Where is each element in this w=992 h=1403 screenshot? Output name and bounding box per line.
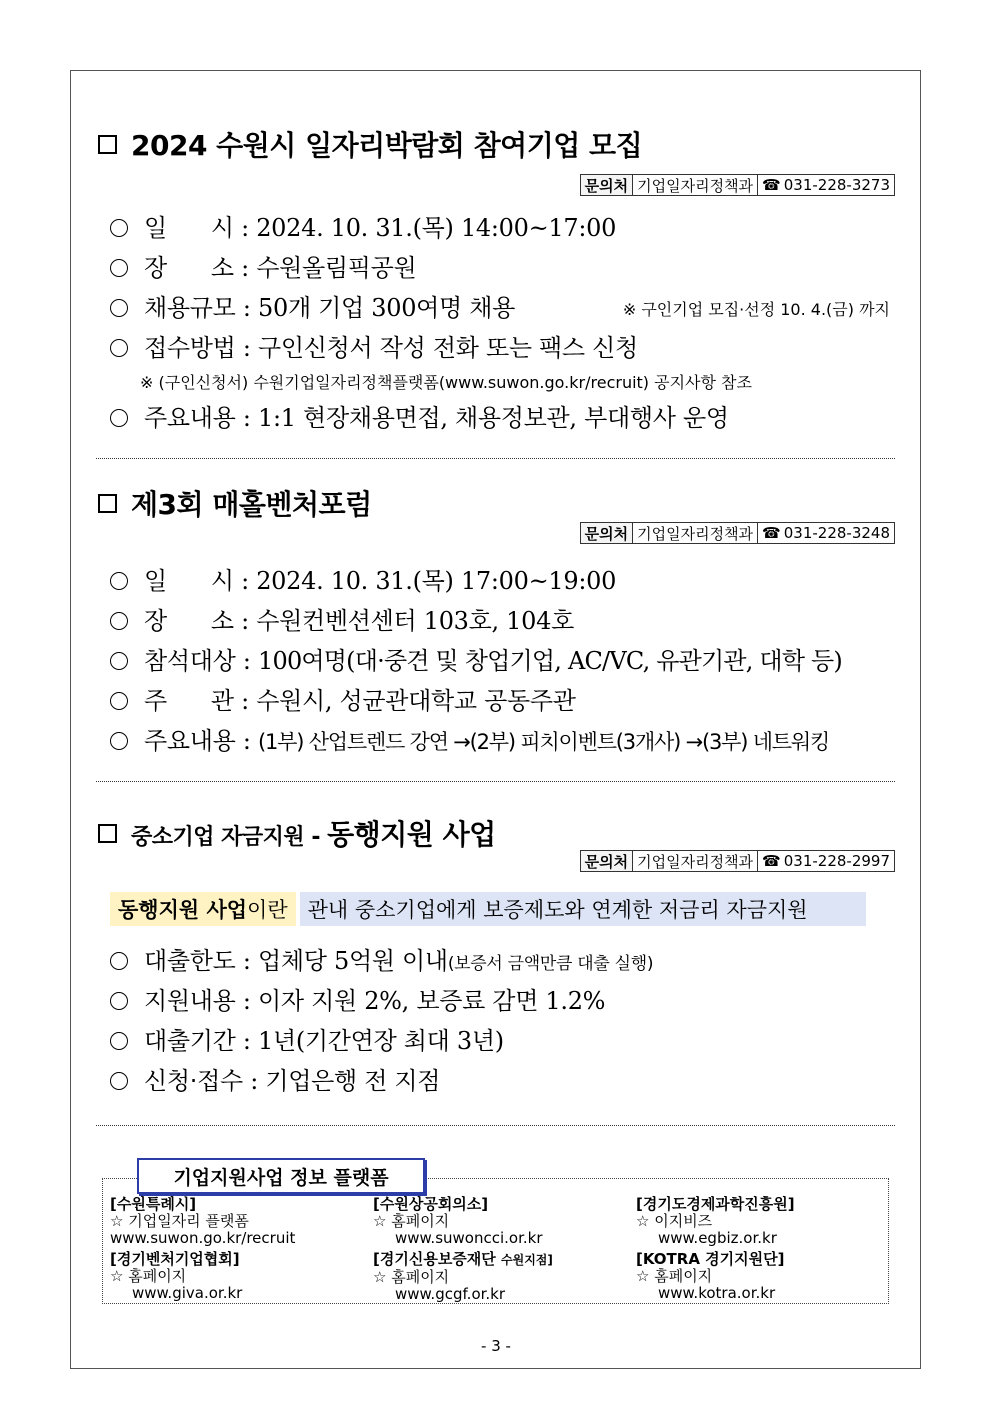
s1-note: ※ (구인신청서) 수원기업일자리정책플랫폼(www.suwon.go.kr/recruit) 공지사항 참조 [140, 373, 752, 392]
section-2-contact [580, 522, 895, 544]
platform-entry: [KOTRA 경기지원단] ☆ 홈페이지 www.kotra.or.kr [636, 1250, 785, 1302]
contact-label: 문의처 [581, 175, 633, 195]
contact-dept: 기업일자리정책과 [633, 175, 758, 195]
section-3-title: 중소기업 자금지원 - 동행지원 사업 [98, 813, 496, 853]
platform-entry: [경기도경제과학진흥원] ☆ 이지비즈 www.egbiz.or.kr [636, 1195, 795, 1247]
circle-bullet-icon [110, 1072, 128, 1090]
s1-item-scale: 채용규모 : 50개 기업 300여명 채용 [110, 288, 515, 323]
s1-item-method: 접수방법 : 구인신청서 작성 전화 또는 팩스 신청 [110, 328, 638, 363]
s1-item-date: 일 시 : 2024. 10. 31.(목) 14:00~17:00 [110, 208, 616, 243]
section-1-title: 2024 수원시 일자리박람회 참여기업 모집 [98, 124, 642, 164]
checkbox-square-icon [98, 824, 117, 843]
divider [96, 1125, 895, 1126]
contact-phone: ☎ 031-228-3248 [762, 524, 890, 542]
platform-link[interactable]: www.gcgf.or.kr [395, 1285, 506, 1303]
platform-link[interactable]: www.suwon.go.kr/recruit [110, 1229, 296, 1247]
contact-dept: 기업일자리정책과 [633, 523, 758, 543]
circle-bullet-icon [110, 409, 128, 427]
s1-item-place: 장 소 : 수원올림픽공원 [110, 248, 416, 283]
s3-item-support: 지원내용 : 이자 지원 2%, 보증료 감면 1.2% [110, 981, 605, 1016]
s2-item-host: 주 관 : 수원시, 성균관대학교 공동주관 [110, 681, 576, 716]
platform-link[interactable]: www.giva.or.kr [132, 1284, 243, 1302]
platform-link[interactable]: www.suwoncci.or.kr [395, 1229, 543, 1247]
s3-item-period: 대출기간 : 1년(기간연장 최대 3년) [110, 1021, 504, 1056]
section-3-contact [580, 850, 895, 872]
page-number: - 3 - [481, 1337, 511, 1355]
divider [96, 458, 895, 459]
s3-intro [110, 892, 866, 926]
platform-entry: [경기신용보증재단 수원지점] ☆ 홈페이지 www.gcgf.or.kr [373, 1250, 553, 1303]
intro-desc: 관내 중소기업에게 보증제도와 연계한 저금리 자금지원 [300, 892, 866, 926]
contact-label: 문의처 [581, 851, 633, 871]
platform-entry: [수원상공회의소] ☆ 홈페이지 www.suwoncci.or.kr [373, 1195, 543, 1247]
platform-entry: [경기벤처기업협회] ☆ 홈페이지 www.giva.or.kr [110, 1250, 243, 1302]
contact-phone: ☎ 031-228-2997 [762, 852, 890, 870]
section-2-title: 제3회 매홀벤처포럼 [98, 483, 372, 523]
s2-item-target: 참석대상 : 100여명(대·중견 및 창업기업, AC/VC, 유관기관, 대학 등) [110, 641, 842, 676]
checkbox-square-icon [98, 135, 117, 154]
circle-bullet-icon [110, 992, 128, 1010]
s3-item-limit: 대출한도 : 업체당 5억원 이내(보증서 금액만큼 대출 실행) [110, 941, 653, 976]
contact-label: 문의처 [581, 523, 633, 543]
contact-phone: ☎ 031-228-3273 [762, 176, 890, 194]
circle-bullet-icon [110, 1032, 128, 1050]
s2-item-content: 주요내용 : (1부) 산업트렌드 강연 →(2부) 피치이벤트(3개사) →(3부) 네트워킹 [110, 721, 829, 756]
intro-term: 동행지원 사업 이란 [110, 892, 296, 926]
s1-item-content: 주요내용 : 1:1 현장채용면접, 채용정보관, 부대행사 운영 [110, 398, 729, 433]
circle-bullet-icon [110, 219, 128, 237]
circle-bullet-icon [110, 259, 128, 277]
circle-bullet-icon [110, 572, 128, 590]
phone-icon: ☎ [762, 176, 781, 194]
platform-link[interactable]: www.kotra.or.kr [658, 1284, 776, 1302]
checkbox-square-icon [98, 494, 117, 513]
circle-bullet-icon [110, 339, 128, 357]
circle-bullet-icon [110, 732, 128, 750]
platform-link[interactable]: www.egbiz.or.kr [658, 1229, 777, 1247]
contact-dept: 기업일자리정책과 [633, 851, 758, 871]
section-1-contact [580, 174, 895, 196]
s2-item-place: 장 소 : 수원컨벤션센터 103호, 104호 [110, 601, 574, 636]
platform-entry: [수원특례시] ☆ 기업일자리 플랫폼 www.suwon.go.kr/recruit [110, 1195, 296, 1247]
phone-icon: ☎ [762, 852, 781, 870]
circle-bullet-icon [110, 692, 128, 710]
s3-item-apply: 신청·접수 : 기업은행 전 지점 [110, 1061, 440, 1096]
circle-bullet-icon [110, 299, 128, 317]
s1-side-note: ※ 구인기업 모집·선정 10. 4.(금) 까지 [622, 300, 890, 319]
circle-bullet-icon [110, 952, 128, 970]
platform-title: 기업지원사업 정보 플랫폼 [137, 1158, 425, 1194]
divider [96, 781, 895, 782]
s2-item-date: 일 시 : 2024. 10. 31.(목) 17:00~19:00 [110, 561, 616, 596]
circle-bullet-icon [110, 612, 128, 630]
phone-icon: ☎ [762, 524, 781, 542]
circle-bullet-icon [110, 652, 128, 670]
